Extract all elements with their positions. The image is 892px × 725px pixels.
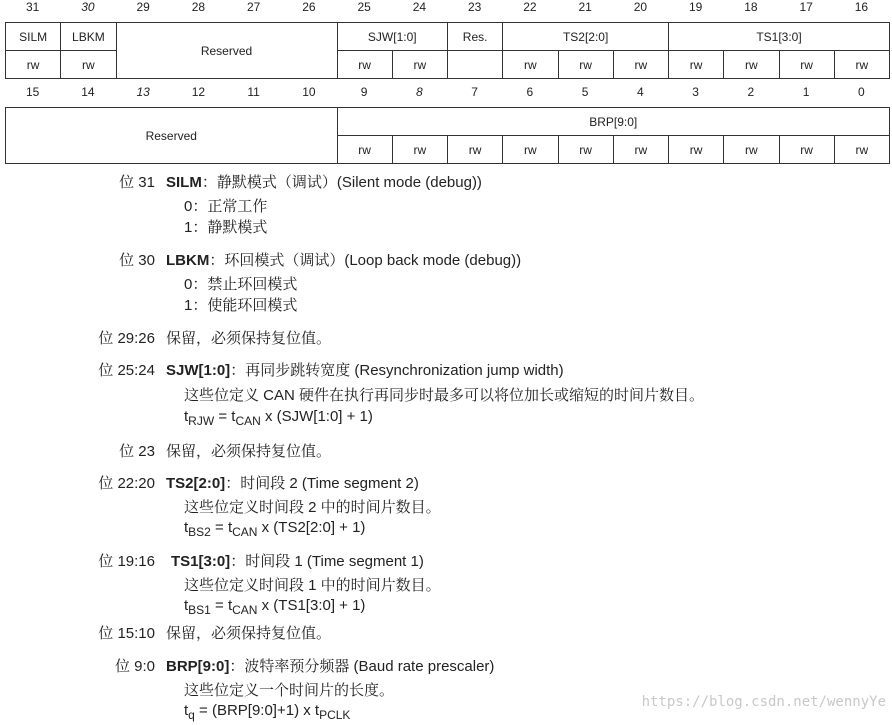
field-title: 波特率预分频器 (Baud rate prescaler) [244,658,495,675]
bit-number: 13 [136,85,150,99]
bit-number: 1 [802,85,810,99]
field-body: 这些位定义 CAN 硬件在执行再同步时最多可以将位加长或缩短的时间片数目。 [184,387,705,404]
register-field: SJW[1:0] [338,23,449,51]
bit-number: 22 [523,0,537,14]
field-title: 静默模式（调试）(Silent mode (debug)) [216,174,482,191]
bit-number: 3 [692,85,699,99]
formula: $t_{BS2} = t_{CAN}$ x (TS2[2:0] + 1) [184,519,366,539]
register-field: TS2[2:0] [503,23,669,51]
value-desc: 0：禁止环回模式 [184,276,298,293]
access-cell: rw [780,51,835,79]
bit-number: 2 [747,85,755,99]
bit-number: 30 [81,0,95,14]
bit-number-row-high [5,0,889,14]
bits-label: 位 22:20 [98,475,155,492]
bits-label: 位 30 [119,252,155,269]
bits-label: 位 15:10 [98,625,155,642]
bit-number: 11 [247,85,260,99]
bit-number: 15 [25,85,40,99]
bit-number: 9 [360,85,368,99]
bits-label: 位 23 [119,443,155,460]
field-name: TS2[2:0] [166,475,226,492]
access-cell: rw [614,136,669,164]
formula: $t_q$ = (BRP[9:0]+1) x $t_{PCLK}$ [184,702,351,722]
bit-number: 23 [467,0,482,14]
bit-number: 25 [357,0,371,14]
field-heading-sjw: SJW[1:0]：再同步跳转宽度 (Resynchronization jump width) [166,362,564,379]
formula: $t_{RJW} = t_{CAN}$ x (SJW[1:0] + 1) [184,408,373,428]
access-cell: rw [6,51,61,79]
bit-number-row-low [5,85,889,99]
bit-number: 17 [799,0,813,14]
bit-number: 6 [526,85,534,99]
access-cell: rw [338,136,393,164]
field-heading-silm: SILM：静默模式（调试）(Silent mode (debug)) [166,174,482,191]
field-heading-lbkm: LBKM：环回模式（调试）(Loop back mode (debug)) [166,252,522,269]
field-heading-ts1: TS1[3:0]：时间段 1 (Time segment 1) [171,553,424,570]
field-name: SJW[1:0] [166,362,231,379]
access-cell: rw [835,136,890,164]
field-title: 环回模式（调试）(Loop back mode (debug)) [224,252,522,269]
bit-number: 24 [412,0,427,14]
access-cell: rw [835,51,890,79]
access-cell: rw [338,51,393,79]
value-desc: 1：静默模式 [184,219,268,236]
reserved-desc: 保留，必须保持复位值。 [166,443,332,460]
field-body: 这些位定义时间段 2 中的时间片数目。 [184,499,441,516]
bits-label: 位 25:24 [98,362,155,379]
value-desc: 0：正常工作 [184,198,268,215]
access-cell: rw [669,51,724,79]
bit-number: 20 [633,0,648,14]
register-field: Reserved [6,108,338,164]
register-field: SILM [6,23,61,51]
register-field: TS1[3:0] [669,23,890,51]
register-field: LBKM [61,23,116,51]
register-map-high [5,22,890,79]
access-cell: rw [503,136,558,164]
bit-number: 29 [136,0,150,14]
access-cell [448,51,503,79]
field-name: SILM [166,174,202,191]
bit-number: 4 [637,85,644,99]
bits-label: 位 19:16 [98,553,155,570]
access-cell: rw [724,136,779,164]
bit-number: 26 [302,0,316,14]
access-cell: rw [448,136,503,164]
value-desc: 1：使能环回模式 [184,297,298,314]
access-cell: rw [393,136,448,164]
access-cell: rw [61,51,116,79]
register-field: BRP[9:0] [338,108,891,136]
field-name: TS1[3:0] [171,553,231,570]
access-cell: rw [503,51,558,79]
bits-label: 位 29:26 [98,330,155,347]
watermark: https://blog.csdn.net/wennyYe [641,694,886,710]
bit-number: 19 [688,0,703,14]
bit-number: 31 [25,0,40,14]
field-name: LBKM [166,252,210,269]
bit-number: 5 [581,85,589,99]
field-body: 这些位定义一个时间片的长度。 [184,682,395,699]
bit-number: 14 [81,85,95,99]
bits-label: 位 9:0 [114,658,155,675]
bit-number: 7 [471,85,478,99]
register-map-low [5,107,890,164]
bit-number: 21 [578,0,592,14]
reserved-desc: 保留，必须保持复位值。 [166,625,332,642]
access-cell: rw [724,51,779,79]
bit-number: 16 [854,0,869,14]
field-name: BRP[9:0] [166,658,230,675]
reserved-desc: 保留，必须保持复位值。 [166,330,332,347]
register-field: Reserved [117,23,338,79]
bit-number: 28 [191,0,206,14]
field-body: 这些位定义时间段 1 中的时间片数目。 [184,577,441,594]
register-field: Res. [448,23,503,51]
access-cell: rw [393,51,448,79]
bit-number: 27 [246,0,261,14]
field-heading-ts2: TS2[2:0]：时间段 2 (Time segment 2) [166,475,419,492]
field-title: 时间段 2 (Time segment 2) [240,475,419,492]
bit-number: 0 [858,85,865,99]
bit-number: 10 [302,85,316,99]
bits-label: 位 31 [119,174,155,191]
field-title: 再同步跳转宽度 (Resynchronization jump width) [245,362,564,379]
bit-number: 8 [416,85,423,99]
bit-number: 18 [744,0,758,14]
formula: $t_{BS1} = t_{CAN}$ x (TS1[3:0] + 1) [184,597,366,617]
access-cell: rw [614,51,669,79]
bit-number: 12 [191,85,206,99]
field-title: 时间段 1 (Time segment 1) [245,553,424,570]
access-cell: rw [559,136,614,164]
access-cell: rw [559,51,614,79]
field-heading-brp: BRP[9:0]：波特率预分频器 (Baud rate prescaler) [166,658,495,675]
access-cell: rw [780,136,835,164]
access-cell: rw [669,136,724,164]
